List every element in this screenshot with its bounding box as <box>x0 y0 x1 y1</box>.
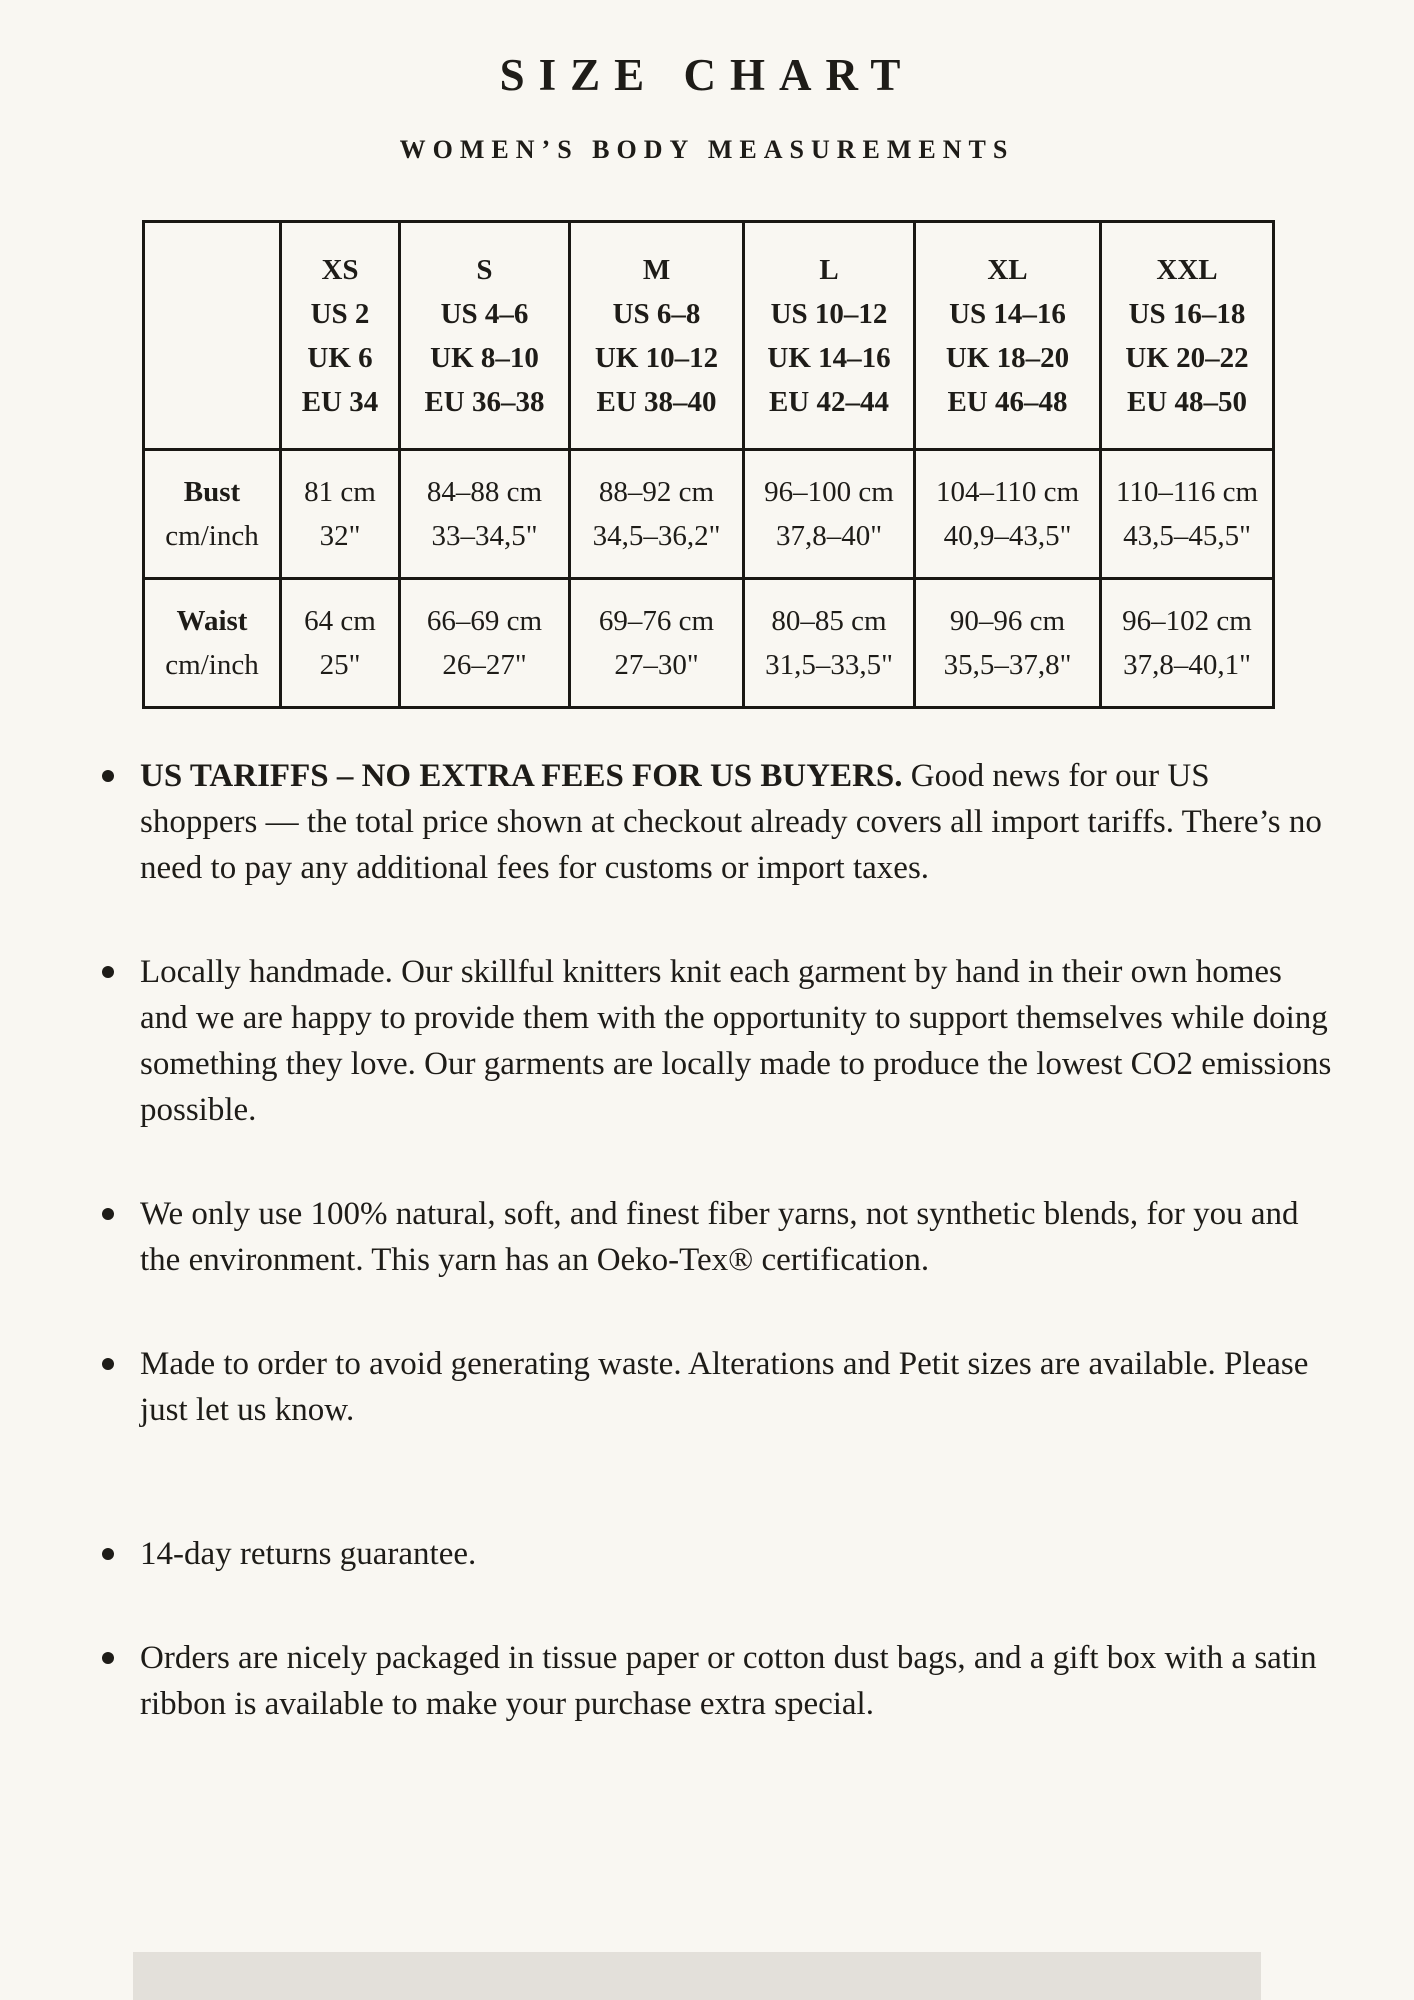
bullet-bold-text: US TARIFFS – NO EXTRA FEES FOR US BUYERS. <box>140 758 903 795</box>
table-cell <box>400 450 570 579</box>
size-us: US 10–12 <box>770 297 888 330</box>
cell-inch: 31,5–33,5" <box>765 649 893 682</box>
size-column-header-m <box>570 222 744 450</box>
table-cell <box>570 579 744 708</box>
bullet-text: We only use 100% natural, soft, and finest fiber yarns, not synthetic blends, for you and the environment. This yarn has an Oeko-Tex® certification. <box>140 1196 1299 1279</box>
size-eu: EU 38–40 <box>596 385 717 418</box>
size-uk: UK 6 <box>307 341 373 374</box>
size-column-header-l <box>744 222 915 450</box>
bullet-item-returns <box>100 1531 1335 1577</box>
size-eu: EU 36–38 <box>424 385 545 418</box>
size-name: XXL <box>1156 253 1218 286</box>
size-name: L <box>819 253 839 286</box>
cell-cm: 96–100 cm <box>764 476 894 509</box>
cell-cm: 80–85 cm <box>771 605 887 638</box>
table-cell <box>1101 450 1274 579</box>
cell-cm: 66–69 cm <box>426 605 543 638</box>
size-uk: UK 10–12 <box>594 341 719 374</box>
cell-inch: 35,5–37,8" <box>943 649 1072 682</box>
table-cell <box>1101 579 1274 708</box>
size-chart-table <box>142 220 1275 709</box>
table-header-row <box>144 222 1274 450</box>
bullet-icon <box>102 966 114 978</box>
size-uk: UK 8–10 <box>430 341 539 374</box>
cell-cm: 96–102 cm <box>1122 605 1252 638</box>
cell-cm: 81 cm <box>304 476 376 509</box>
table-cell <box>570 450 744 579</box>
bullet-icon <box>102 770 114 782</box>
bullet-text: Locally handmade. Our skillful knitters knit each garment by hand in their own homes and we are happy to provide them with the opportunity to support themselves while doing something they love. Our garments are locally made to produce the lowest CO2 emissions possible. <box>140 954 1332 1129</box>
cell-inch: 32" <box>319 520 361 553</box>
size-name: M <box>642 253 671 286</box>
bullet-item-packaging <box>100 1635 1335 1727</box>
cell-inch: 34,5–36,2" <box>592 520 721 553</box>
size-column-header-xxl <box>1101 222 1274 450</box>
size-eu: EU 42–44 <box>768 385 890 418</box>
table-row-bust <box>144 450 1274 579</box>
bullet-item-natural-yarns <box>100 1191 1335 1283</box>
product-info-bullet-list <box>0 753 1414 1727</box>
table-cell <box>915 579 1101 708</box>
size-column-header-s <box>400 222 570 450</box>
size-us: US 6–8 <box>612 297 701 330</box>
row-label-bust <box>144 450 281 579</box>
cell-cm: 88–92 cm <box>598 476 715 509</box>
bullet-icon <box>102 1358 114 1370</box>
bullet-item-made-to-order <box>100 1341 1335 1433</box>
cell-inch: 25" <box>319 649 361 682</box>
bullet-text: Made to order to avoid generating waste. Alterations and Petit sizes are available. Please just let us know. <box>140 1346 1309 1429</box>
bullet-icon <box>102 1652 114 1664</box>
cell-cm: 104–110 cm <box>935 476 1080 509</box>
size-uk: UK 20–22 <box>1125 341 1249 374</box>
page-title: SIZE CHART <box>499 50 915 100</box>
table-cell <box>744 579 915 708</box>
table-cell <box>281 450 400 579</box>
cell-inch: 27–30" <box>614 649 699 682</box>
size-eu: EU 48–50 <box>1126 385 1248 418</box>
cell-cm: 84–88 cm <box>426 476 543 509</box>
size-us: US 16–18 <box>1128 297 1246 330</box>
size-us: US 2 <box>310 297 370 330</box>
bullet-item-locally-handmade <box>100 949 1335 1133</box>
size-us: US 4–6 <box>440 297 529 330</box>
bullet-icon <box>102 1208 114 1220</box>
cell-cm: 90–96 cm <box>949 605 1066 638</box>
bullet-text: 14-day returns guarantee. <box>140 1536 477 1573</box>
size-name: S <box>476 253 493 286</box>
cell-inch: 33–34,5" <box>431 520 538 553</box>
table-cell <box>281 579 400 708</box>
table-cell <box>744 450 915 579</box>
table-corner-cell <box>144 222 281 450</box>
size-column-header-xl <box>915 222 1101 450</box>
row-label-text: Waist <box>176 605 248 638</box>
size-uk: UK 18–20 <box>945 341 1070 374</box>
cell-inch: 26–27" <box>442 649 527 682</box>
table-row-waist <box>144 579 1274 708</box>
row-label-text: Bust <box>183 476 241 509</box>
row-unit-text: cm/inch <box>165 649 259 682</box>
bottom-gray-panel <box>133 1952 1261 2000</box>
cell-cm: 110–116 cm <box>1115 476 1259 509</box>
bullet-text: Good news for our US shoppers — the total price shown at checkout already covers all import tariffs. There’s no need to pay any additional fees for customs or import taxes. <box>140 758 1322 887</box>
size-column-header-xs <box>281 222 400 450</box>
size-eu: EU 34 <box>301 385 379 418</box>
bullet-text: Orders are nicely packaged in tissue paper or cotton dust bags, and a gift box with a satin ribbon is available to make your purchase extra special. <box>140 1640 1317 1723</box>
size-name: XS <box>321 253 359 286</box>
table-cell <box>915 450 1101 579</box>
size-eu: EU 46–48 <box>947 385 1068 418</box>
page-subtitle: WOMEN’S BODY MEASUREMENTS <box>399 134 1015 164</box>
row-label-waist <box>144 579 281 708</box>
cell-inch: 43,5–45,5" <box>1123 520 1251 553</box>
size-us: US 14–16 <box>949 297 1066 330</box>
bullet-item-us-tariffs <box>100 753 1335 891</box>
cell-cm: 69–76 cm <box>598 605 715 638</box>
size-name: XL <box>987 253 1028 286</box>
cell-inch: 37,8–40" <box>775 520 883 553</box>
cell-inch: 37,8–40,1" <box>1123 649 1251 682</box>
bullet-icon <box>102 1548 114 1560</box>
size-uk: UK 14–16 <box>767 341 891 374</box>
cell-cm: 64 cm <box>304 605 376 638</box>
table-cell <box>400 579 570 708</box>
row-unit-text: cm/inch <box>165 520 259 553</box>
cell-inch: 40,9–43,5" <box>943 520 1072 553</box>
